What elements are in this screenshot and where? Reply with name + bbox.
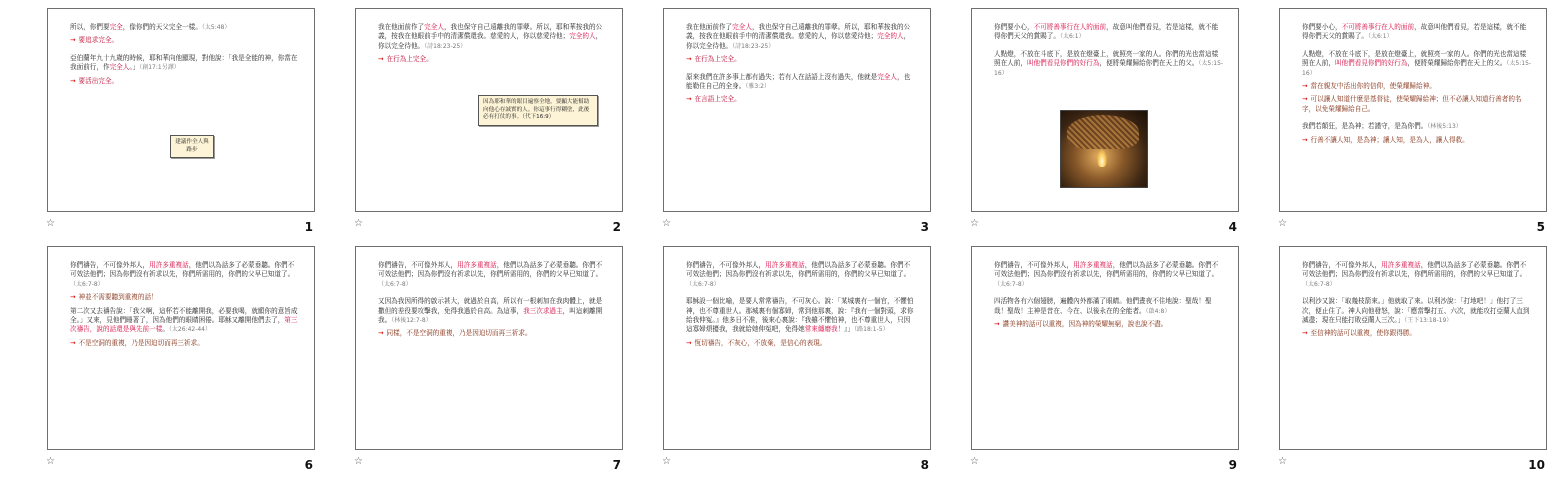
body-text: 你們要小心， [994,23,1034,31]
body-text: ！』」 [837,325,855,334]
verse-reference: （林後5:13） [1427,123,1462,131]
body-text: 我們若顛狂，是為神；若謹守，是為你們。 [1302,122,1428,131]
verse-reference: （林後12:7-8） [391,317,432,325]
slide-number: 1 [304,220,313,234]
slide-preview[interactable] [355,8,623,212]
body-text: ，便將榮耀歸給你們在天上的父。 [1099,59,1199,68]
verse-reference: （王下13:18-19） [1404,317,1453,325]
verse-reference: （詩18:23-25） [424,42,467,50]
verse-reference: （雅3:2） [745,83,771,91]
verse-reference: （詩18:23-25） [732,42,775,50]
arrow-icon: → [1302,95,1308,104]
slide-paragraph [70,307,300,335]
slide-preview[interactable] [47,246,315,450]
verse-reference: （太6:7-8） [1302,280,1336,288]
body-text: 你們禱告，不可像外邦人， [70,261,150,269]
slide-paragraph [1302,122,1532,131]
verse-reference: （創17:1另譯） [139,64,180,72]
bullet-text: 讚美神的話可以重複，因為神的榮耀無窮，說也說不盡。 [1002,320,1168,329]
arrow-icon: → [378,55,384,64]
arrow-icon: → [70,338,76,347]
star-icon[interactable]: ☆ [1278,456,1287,467]
slide-preview[interactable] [663,246,931,450]
verse-reference: （太5:15-16） [1302,60,1532,77]
bullet-text: 至信神的話可以重複，使你跟得勝。 [1310,329,1417,338]
bullet-text: 要追求完全。 [78,36,119,45]
body-text: ，叫這刺離開我。 [378,306,603,325]
slide-paragraph [70,54,300,73]
slide-content [994,261,1224,333]
body-text: 。 [162,325,169,334]
body-text: 你們禱告，不可像外邦人， [994,261,1074,269]
slide-content [378,23,608,69]
body-text: 你們禱告，不可像外邦人， [378,261,458,269]
verse-reference: （啟4:8） [1145,307,1171,315]
slide-preview[interactable] [663,8,931,212]
body-text: 你們禱告，不可像外邦人， [1302,261,1382,269]
slide-content [70,261,300,352]
slide-paragraph [686,23,916,51]
highlight-text: 完全人 [732,23,752,31]
body-text: ，你以完全待他。 [686,32,911,50]
slide-thumbnail-10[interactable] [1279,246,1547,484]
body-text: 原來我們在許多事上都有過失；若有人在話語上沒有過失，他就是 [686,72,878,81]
body-text: ，故意叫他們看見，若是這樣，就不能得你們天父的賞賜了。 [994,23,1219,41]
highlight-text: 完全人 [877,72,897,81]
body-text: 。」 [129,63,140,72]
verse-reference: （太5:48） [201,24,231,31]
slide-paragraph [378,261,608,289]
slide-paragraph [70,261,300,289]
star-icon[interactable]: ☆ [354,218,363,229]
flame-shape [1097,149,1107,167]
body-text: ，他們以為話多了必蒙垂聽。你們不可效法他們；因為你們沒有祈求以先，你們所需用的，你們的父早已知道了。 [686,261,911,279]
slide-paragraph [686,261,916,289]
star-icon[interactable]: ☆ [1278,218,1287,229]
slide-bullet [1302,82,1532,91]
bullet-text: 在行為上完全。 [386,55,433,64]
slide-paragraph [378,297,608,325]
body-text: 我在他面前作了 [378,23,425,31]
verse-reference: （路18:1-5） [854,326,889,334]
star-icon[interactable]: ☆ [46,456,55,467]
slide-thumbnail-4[interactable] [971,8,1239,246]
bullet-text: 在言語上完全。 [694,95,741,104]
slide-preview[interactable] [47,8,315,212]
slide-number: 5 [1536,220,1545,234]
arrow-icon: → [70,293,76,302]
slide-paragraph [994,261,1224,289]
highlight-text: 不可將善事行在人的面前 [1033,23,1107,31]
arrow-icon: → [1302,135,1308,144]
slide-thumbnail-6[interactable] [47,246,315,484]
body-text: ，他們以為話多了必蒙垂聽。你們不可效法他們；因為你們沒有祈求以先，你們所需用的，你們的父早已知道了。 [378,261,603,279]
slide-preview[interactable] [355,246,623,450]
slide-bullet [70,339,300,348]
body-text: ，也能勒住自己的全身。 [686,72,911,91]
body-text: 人點燈，不放在斗底下，是放在燈臺上，就照亮一家的人。你們的光也當這樣照在人前， [1302,49,1527,68]
body-text: 以利沙又說：「取幾枝箭來。」他就取了來。以利沙說：「打地吧！」他打了三次，便止住了。神人向他發怒，說：「應當擊打五、六次，就能攻打亞蘭人直到滅盡；現在只能打敗亞蘭人三次。」 [1302,297,1530,325]
body-text: ，便將榮耀歸給你們在天上的父。 [1407,59,1507,68]
arrow-icon: → [686,55,692,64]
slide-number: 7 [612,458,621,472]
basket-shape [1067,115,1139,149]
body-text: ，他們以為話多了必蒙垂聽。你們不可效法他們；因為你們沒有祈求以先，你們所需用的，你們的父早已知道了。 [994,261,1219,279]
bullet-text: 神並不需要聽到重複的話！ [78,293,158,302]
slide-thumbnail-9[interactable] [971,246,1239,484]
slide-content [686,23,916,109]
callout-box: 建議作全人與路步 [170,135,214,158]
bullet-text: 當在親友中活出你的信仰，使榮耀歸給神。 [1310,82,1436,91]
star-icon[interactable]: ☆ [662,456,671,467]
highlight-text: 完全人 [424,23,444,31]
slide-bullet [70,293,300,302]
verse-reference: （太6:7-8） [994,280,1028,288]
slide-number: 9 [1228,458,1237,472]
arrow-icon: → [994,320,1000,329]
slide-bullet [1302,329,1532,338]
slide-number: 8 [920,458,929,472]
slide-preview[interactable] [971,246,1239,450]
slide-paragraph [686,297,916,335]
slide-paragraph [1302,297,1532,325]
highlight-text: 完全的人 [569,32,596,41]
slide-bullet [686,55,916,64]
bullet-text: 行善不讓人知，是為神；讓人知，是為人，讓人得救。 [1310,135,1469,144]
slide-paragraph [994,23,1224,42]
arrow-icon: → [1302,82,1308,91]
bullet-text: 同樣，不是空洞的重複，乃是因迫切而再三祈求。 [386,329,532,338]
verse-reference: （太6:1） [1367,33,1393,41]
highlight-text: 用許多重複話 [765,261,805,269]
body-text: ，他們以為話多了必蒙垂聽。你們不可效法他們；因為你們沒有祈求以先，你們所需用的，你們的父早已知道了。 [1302,261,1527,279]
body-text: 又因為我因所得的啟示甚大，就過於自高，所以有一根刺加在我肉體上，就是撒但的差役要攻擊我，免得我過於自高。為這事， [378,297,603,315]
body-text: 第二次又去禱告說：「我父啊，這杯若不能離開我，必要我喝，就願你的意旨成全。」又來，見他們睡著了，因為他們的眼睛困倦。耶穌又離開他們去了， [70,306,298,325]
arrow-icon: → [70,36,76,45]
slide-paragraph [1302,261,1532,289]
slide-content [994,23,1224,82]
slide-thumbnail-2[interactable] [355,8,623,246]
slide-preview[interactable] [971,8,1239,212]
slide-paragraph [70,23,300,32]
slide-paragraph [686,73,916,92]
body-text: ，我也保守自己遠離我的罪孽。所以，耶和華按我的公義，按我在他眼前手中的清潔償還我。慈愛的人，你以慈愛待他； [378,23,603,41]
arrow-icon: → [1302,329,1308,338]
body-text: 你們要小心， [1302,23,1342,31]
star-icon[interactable]: ☆ [970,456,979,467]
slide-content [378,261,608,343]
slide-content [1302,23,1532,149]
bullet-text: 恆切禱告，不灰心，不放棄，是信心的表現。 [694,338,827,347]
bullet-text: 可以讓人知道什麼是基督徒，使榮耀歸給神；但不必讓人知道行善者的名字，以免榮耀歸給自己。 [1302,95,1522,113]
slide-number: 3 [920,220,929,234]
slide-number: 4 [1228,220,1237,234]
verse-reference: （太6:7-8） [686,280,720,288]
arrow-icon: → [686,338,692,347]
star-icon[interactable]: ☆ [662,218,671,229]
slide-number: 10 [1528,458,1545,472]
slide-thumbnail-3[interactable] [663,8,931,246]
slide-thumbnail-5[interactable] [1279,8,1547,246]
bullet-text: 要活出完全。 [78,76,119,85]
body-text: 亞伯蘭年九十九歲的時候，耶和華向他顯現，對他說：「我是全能的神，你當在我面前行，作 [70,53,298,72]
verse-reference: （太6:7-8） [70,280,104,288]
body-text: 我在他面前作了 [686,23,733,31]
slide-preview[interactable] [1279,246,1547,450]
slide-bullet [1302,95,1532,114]
body-text: ，故意叫他們看見，若是這樣，就不能得你們天父的賞賜了。 [1302,23,1527,41]
slide-bullet [378,55,608,64]
verse-reference: （太6:1） [1059,33,1085,41]
slide-bullet [994,320,1224,329]
slide-bullet [1302,136,1532,145]
body-text: ，他們以為話多了必蒙垂聽。你們不可效法他們；因為你們沒有祈求以先，你們所需用的，你們的父早已知道了。 [70,261,295,279]
slide-bullet [686,95,916,104]
highlight-text: 完全 [109,23,123,31]
star-icon[interactable]: ☆ [970,218,979,229]
highlight-text: 用許多重複話 [457,261,497,269]
arrow-icon: → [686,95,692,104]
body-text: 人點燈，不放在斗底下，是放在燈臺上，就照亮一家的人。你們的光也當這樣照在人前， [994,49,1219,68]
slide-paragraph [1302,23,1532,42]
slide-thumbnail-8[interactable] [663,246,931,484]
bullet-text: 在行為上完全。 [694,55,741,64]
highlight-text: 叫他們看見你們的好行為 [1026,59,1100,68]
slide-thumbnail-1[interactable] [47,8,315,246]
highlight-text: 完全人 [109,63,130,72]
slide-preview[interactable] [1279,8,1547,212]
slide-paragraph [378,23,608,51]
highlight-text: 完全的人 [877,32,904,41]
slide-bullet [686,339,916,348]
body-text: ，我也保守自己遠離我的罪孽。所以，耶和華按我的公義，按我在他眼前手中的清潔償還我。慈愛的人，你以慈愛待他； [686,23,911,41]
body-text: ，像你們的天父完全一樣。 [122,23,202,31]
body-text: 所以，你們要 [70,23,110,31]
body-text: 你們禱告，不可像外邦人， [686,261,766,269]
verse-reference: （太26:42-44） [168,326,211,334]
body-text: 耶穌設一個比喻，是要人常常禱告，不可灰心。說：「某城裏有一個官，不懼怕神，也不尊重世人。那城裏有個寡婦，常到他那裏，說：『我有一個對頭，求你給我伸冤。』他多日不准，後來心裏說：『我雖不懼怕神，也不尊重世人，只因這寡婦煩擾我，我就給她伸冤吧，免得她 [686,297,914,334]
verse-reference: （太6:7-8） [378,280,412,288]
bullet-text: 不是空洞的重複，乃是因迫切而再三祈求。 [78,338,204,347]
body-text: 四活物各有六個翅膀，遍體內外都滿了眼睛。他們晝夜不住地說：聖哉！聖哉！聖哉！主神是昔在、今在、以後永在的全能者。 [994,297,1212,315]
callout-box: 因為耶和華的眼目遍察全地，要顯大能幫助向他心存誠實的人。你這事行得糊塗，此後必有打仗的事。（代下16:9） [478,95,598,126]
highlight-text: 常來纏磨我 [804,325,838,334]
highlight-text: 不可將善事行在人的面前 [1341,23,1415,31]
highlight-text: 我三次求過主 [523,306,563,315]
highlight-text: 用許多重複話 [149,261,189,269]
verse-reference: （太5:15-16） [994,60,1224,77]
star-icon[interactable]: ☆ [354,456,363,467]
highlight-text: 第三次禱告，說的話還是與先前一樣 [70,316,298,334]
slide-bullet [70,77,300,86]
body-text: ，你以完全待他。 [378,32,603,50]
slide-content [1302,261,1532,343]
star-icon[interactable]: ☆ [46,218,55,229]
slide-number: 2 [612,220,621,234]
arrow-icon: → [70,76,76,85]
slide-bullet [378,329,608,338]
slide-number: 6 [304,458,313,472]
oil-lamp-image [1060,110,1148,188]
highlight-text: 用許多重複話 [1381,261,1421,269]
arrow-icon: → [378,329,384,338]
slide-paragraph [1302,50,1532,78]
slide-thumbnail-7[interactable] [355,246,623,484]
highlight-text: 叫他們看見你們的好行為 [1334,59,1408,68]
slide-paragraph [994,50,1224,78]
slide-paragraph [994,297,1224,316]
slide-content [686,261,916,352]
slide-content [70,23,300,90]
slide-bullet [70,36,300,45]
highlight-text: 用許多重複話 [1073,261,1113,269]
